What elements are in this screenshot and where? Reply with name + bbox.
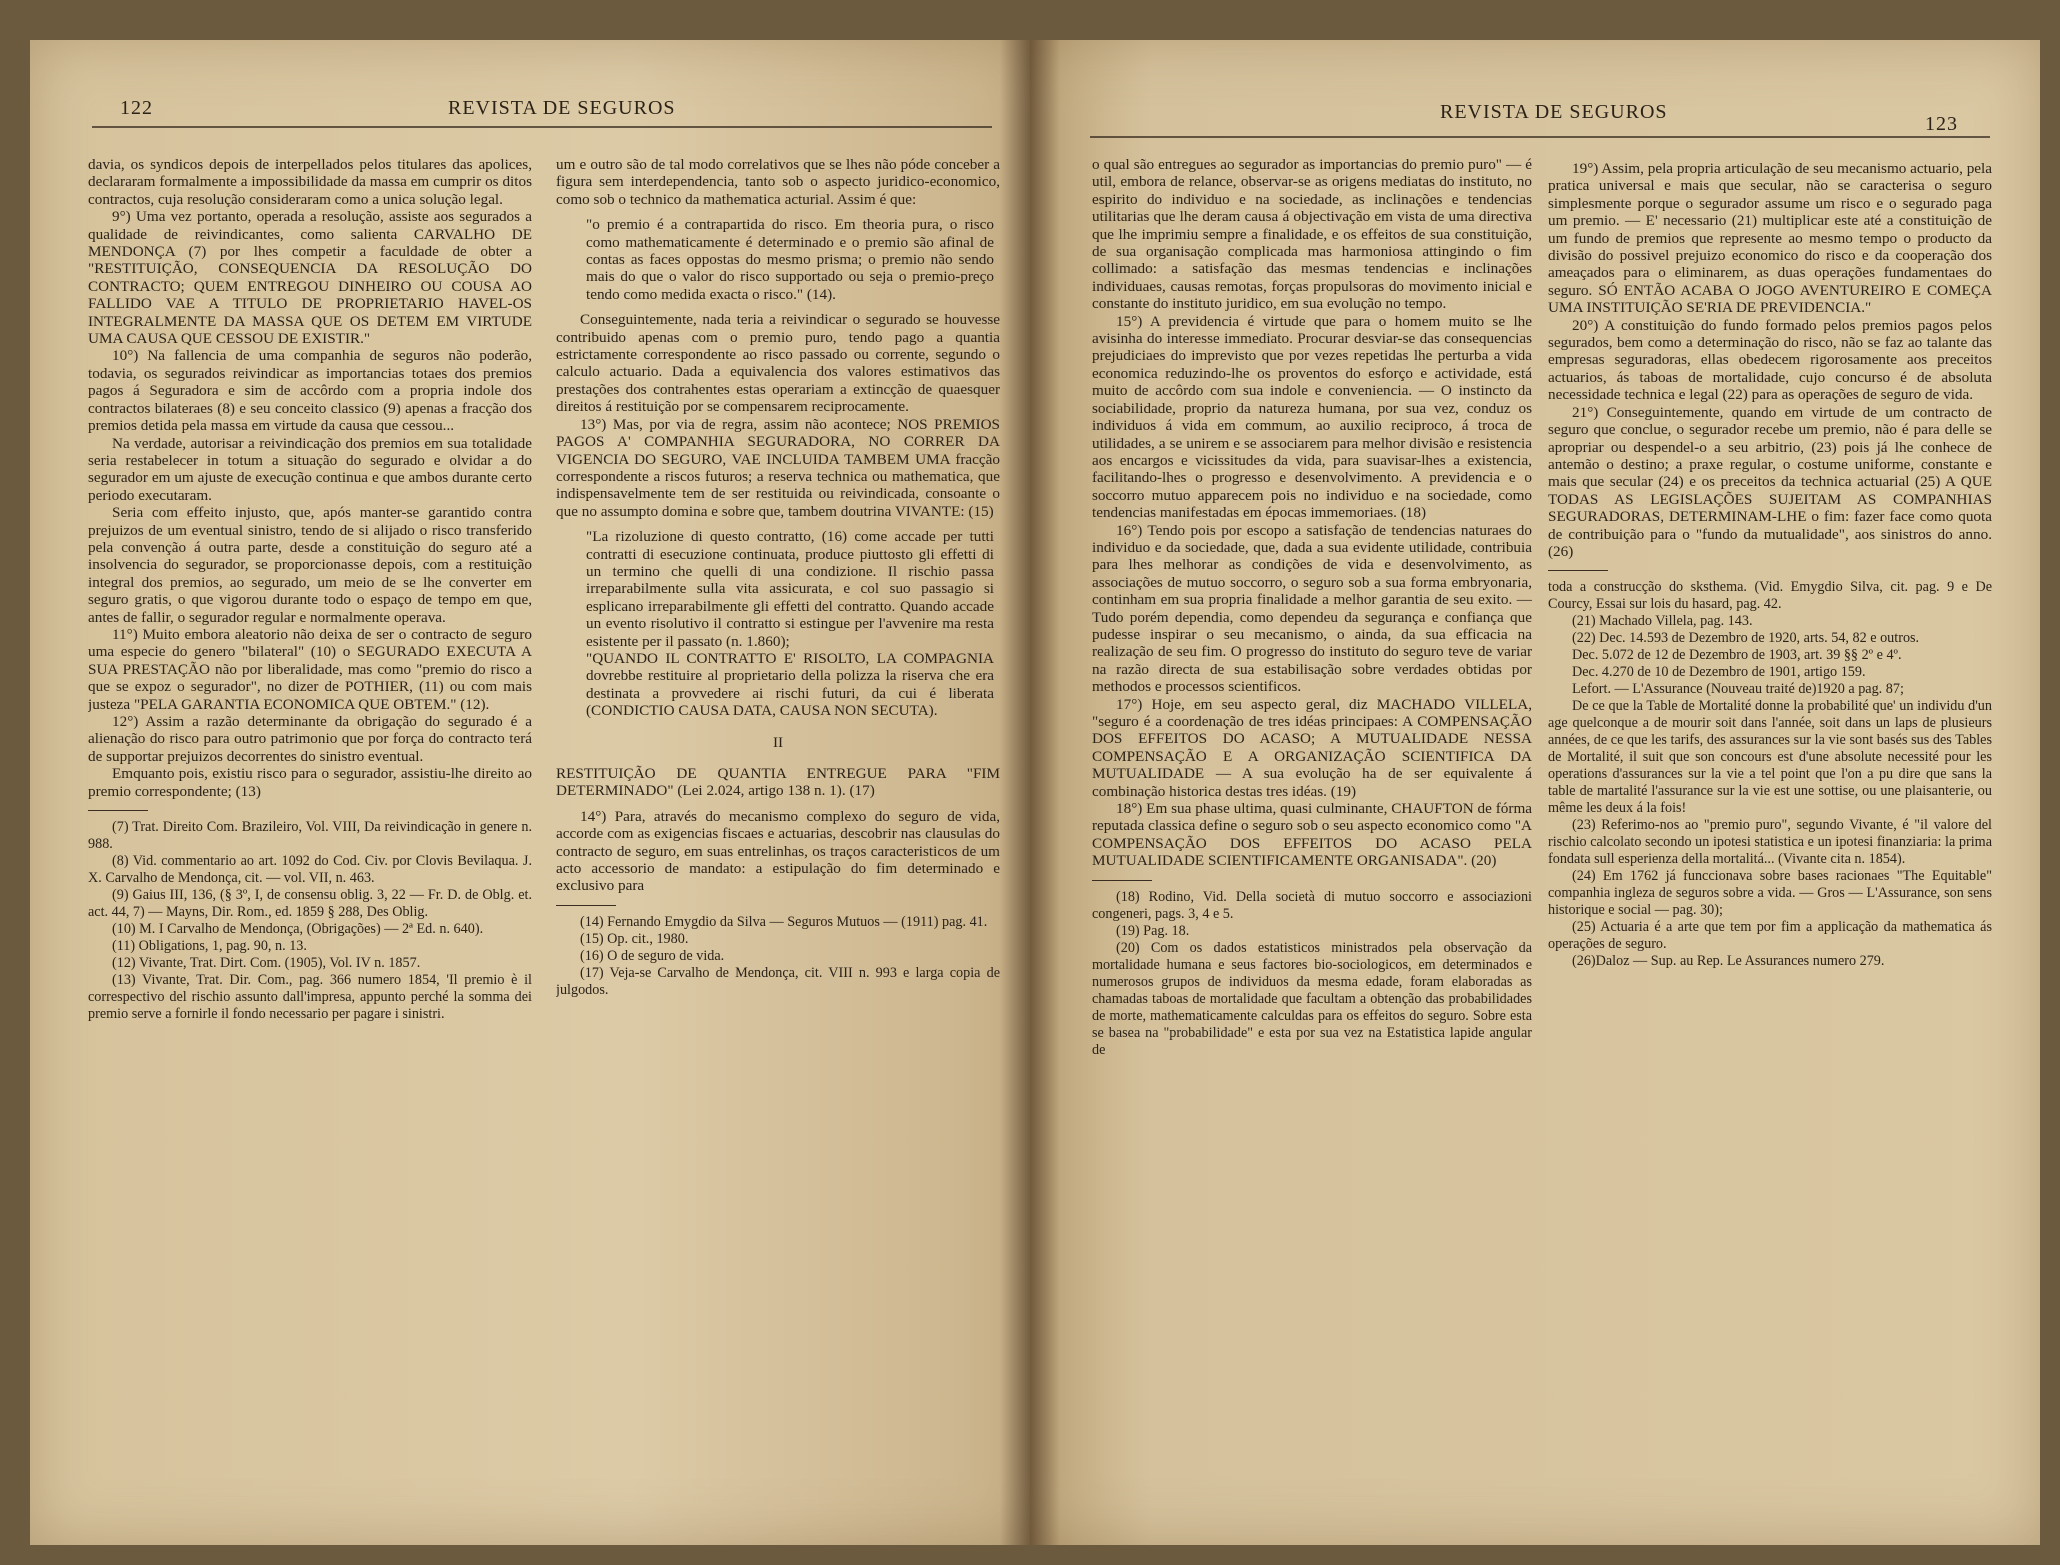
section-heading: RESTITUIÇÃO DE QUANTIA ENTREGUE PARA "FIM DETERMINADO" (Lei 2.024, artigo 138 n. 1). (17): [556, 765, 1000, 800]
block-quote: "QUANDO IL CONTRATTO E' RISOLTO, LA COMPAGNIA dovrebbe restituire al proprietario della polizza la riserva che era destinata a provvedere ai rischi futuri, da cui é liberata (CONDICTIO CAUSA DATA, CAUSA NON SECUTA).: [586, 649, 994, 720]
paragraph: 15°) A previdencia é virtude que para o homem muito se lhe avisinha do interesse immediato. Procurar desviar-se das consequencias prejudiciaes do imprevisto que por vezes repetidas lhe perturba a vida economica reduzindo-lhe os proventos do esforço e actividade, está muito de accôrdo com sua indole e conveniencia. — O instincto da sociabilidade, proprio da natureza humana, por sua vez, conduz os individuos á vida em commum, ao auxilio reciproco, á troca de utilidades, a se unirem e se associarem para melhor divisão e resistencia aos encargos e vicissitudes da vida, para suavisar-lhes a existencia, facilitando-lhes o progresso e desenvolvimento. A previdencia e o soccorro mutuo apparecem pois no individuo e na sociedade, como tendencias manifestadas em épocas immemoriaes. (18): [1092, 312, 1532, 522]
footnote: Lefort. — L'Assurance (Nouveau traité de)1920 a pag. 87;: [1572, 681, 1904, 698]
footnote: (25) Actuaria é a arte que tem por fim a applicação da mathematica ás operações de seguro.: [1548, 919, 1992, 953]
paragraph: davia, os syndicos depois de interpellados pelos titulares das apolices, declararam formalmente a impossibilidade da massa em cumprir os ditos contractos, cuja resolução consideraram como a unica solução legal.: [88, 156, 532, 208]
paragraph: o qual são entregues ao segurador as importancias do premio puro" — é util, embora de relance, observar-se as origens mediatas do instituto, no espirito do individuo e na sociedade, as inclinações e tendencias utilitarias que lhe deram causa á objectivação em vista de uma directiva que lhe imprimiu sempre a finalidade, e os effeitos de sua constituição, de sua organisação complicada mas harmoniosa attingindo o fim collimado: a satisfação das mesmas tendencias e inclinações individuaes, causas remotas, forças propulsoras do movimento inicial e constante do instituto juridico, em sua evolução no tempo.: [1092, 156, 1532, 313]
paragraph: 17°) Hoje, em seu aspecto geral, diz MACHADO VILLELA, "seguro é a coordenação de tres idéas principaes: A COMPENSAÇÃO DOS EFFEITOS DO ACASO; A MUTUALIDADE NESSA COMPENSAÇÃO E A ORGANIZAÇÃO SCIENTIFICA DA MUTUALIDADE — A sua evolução ha de ser equivalente á combinação historica destas tres idéas. (19): [1092, 695, 1532, 800]
footnote: De ce que la Table de Mortalité donne la probabilité que' un individu d'un age quelconque a de mourir soit dans l'année, soit dans un laps de plusieurs années, de ce que les tarifs, des assurances sur la vie sont basés sus des Tables de Mortalité, il suit que son concours est d'une absolute necessité pour les operations d'assurances sur la vie a tel point que l'on a pu dire que sans la table de martalité l'assurance sur la vie est une sottise, ou une plaisanterie, ou même les deux á la fois!: [1548, 698, 1992, 817]
left-page-number: 122: [120, 97, 153, 119]
right-page-number: 123: [1925, 113, 1958, 135]
footnote-rule: [1548, 570, 1608, 571]
footnote-rule: [556, 905, 616, 906]
paragraph: 19°) Assim, pela propria articulação de seu mecanismo actuario, pela pratica universal e mais que secular, não se caracterisa o seguro simplesmente porque o segurador assume um risco e o segurado paga um premio. — E' necessario (21) multiplicar este até a constituição de um fundo de premios que represente ao mesmo tempo o producto da divisão do possivel prejuizo economico do risco e da cooperação dos ameaçados para o eliminarem, as duas operações fundamentaes do seguro. SÓ ENTÃO ACABA O JOGO AVENTUREIRO E COMEÇA UMA INSTITUIÇÃO SE'RIA DE PREVIDENCIA.": [1548, 160, 1992, 317]
footnote: Dec. 4.270 de 10 de Dezembro de 1901, artigo 159.: [1572, 664, 1866, 681]
footnote: (19) Pag. 18.: [1116, 922, 1190, 939]
paragraph: um e outro são de tal modo correlativos que se lhes não póde conceber a figura sem interdependencia, tanto sob o aspecto juridico-economico, como sob o technico da mathematica acturial. Assim é que:: [556, 156, 1000, 208]
footnotes: [1548, 579, 1992, 970]
paragraph: 21°) Conseguintemente, quando em virtude de um contracto de seguro que conclue, o segurador recebe um premio, não é para delle se apropriar ou despendel-o a seu arbitrio, (23) pois já lhe conhece de antemão o destino; a praxe regular, o costume uniforme, constante e mais que secular (24) e os preceitos da technica actuarial (25) A QUE TODAS AS LEGISLAÇÕES SUJEITAM AS COMPANHIAS SEGURADORAS, DETERMINAM-LHE o fim: fazer face como quota de contribuição para o "fundo da mutualidade", aos sinistros do anno. (26): [1548, 403, 1992, 560]
footnote: toda a construcção do sksthema. (Vid. Emygdio Silva, cit. pag. 9 e De Courcy, Essai sur lois du hasard, pag. 42.: [1548, 579, 1992, 613]
paragraph: 20°) A constituição do fundo formado pelos premios pagos pelos segurados, bem como a determinação do risco, não se faz ao talante das empresas seguradoras, ellas obedecem rigorosamente aos preceitos actuarios, ás taboas de mortalidade, cujo concurso é de absoluta necessidade technica e legal (22) para as operações de seguro de vida.: [1548, 316, 1992, 404]
footnote: (23) Referimo-nos ao "premio puro", segundo Vivante, é "il valore del rischio calcolato secondo un ipotesi statistica e un ipotesi finanziaria: la prima fondata sull esperienza della mortalitá... (Vivante cita n. 1854).: [1548, 817, 1992, 868]
footnote: (9) Gaius III, 136, (§ 3º, I, de consensu oblig. 3, 22 — Fr. D. de Oblg. et. act. 44, 7) — Mayns, Dir. Rom., ed. 1859 § 288, Des Oblig.: [88, 887, 532, 921]
paragraph: 18°) Em sua phase ultima, quasi culminante, CHAUFTON de fórma reputada classica define o seguro sob o seu aspecto economico como "A COMPENSAÇÃO DOS EFFEITOS DO ACASO PELA MUTUALIDADE SCIENTIFICAMENTE ORGANISADA". (20): [1092, 800, 1532, 870]
footnote: (24) Em 1762 já funccionava sobre bases racionaes "The Equitable" companhia ingleza de seguros sobre a vida. — Gros — L'Assurance, son sens historique e social — pag. 30);: [1548, 868, 1992, 919]
footnote: (11) Obligations, 1, pag. 90, n. 13.: [112, 938, 307, 955]
footnotes: [1092, 889, 1532, 1059]
footnote: (22) Dec. 14.593 de Dezembro de 1920, arts. 54, 82 e outros.: [1572, 630, 1920, 647]
paragraph: Emquanto pois, existiu risco para o segurador, assistiu-lhe direito ao premio correspondente; (13): [88, 765, 532, 800]
footnote: (15) Op. cit., 1980.: [580, 930, 689, 947]
footnote: (21) Machado Villela, pag. 143.: [1572, 613, 1753, 630]
paragraph: 12°) Assim a razão determinante da obrigação do segurado é a alienação do risco para outro patrimonio que por força do contracto terá de supportar prejuizos decorrentes do sinistro eventual.: [88, 713, 532, 765]
right-page-column-2: [1548, 160, 1992, 1528]
block-quote: "o premio é a contrapartida do risco. Em theoria pura, o risco como mathematicamente é determinado e o premio são afinal de contas as faces oppostas do mesmo prisma; o premio não sendo mais do que o valor do risco supportado ou seja o premio-preço tendo como medida exacta o risco." (14).: [586, 216, 994, 303]
footnote: (10) M. I Carvalho de Mendonça, (Obrigações) — 2ª Ed. n. 640).: [112, 921, 484, 938]
footnote: (17) Veja-se Carvalho de Mendonça, cit. VIII n. 993 e larga copia de julgodos.: [556, 964, 1000, 998]
book-gutter: [1000, 40, 1060, 1545]
left-page-column-1: [88, 156, 532, 1528]
footnote-rule: [88, 810, 148, 811]
left-page-column-2: [556, 156, 1000, 1528]
left-running-head: REVISTA DE SEGUROS: [448, 97, 676, 119]
footnote: Dec. 5.072 de 12 de Dezembro de 1903, art. 39 §§ 2º e 4º.: [1572, 647, 1902, 664]
right-running-head: REVISTA DE SEGUROS: [1440, 101, 1668, 123]
paragraph: 9°) Uma vez portanto, operada a resolução, assiste aos segurados a qualidade de reivindicantes, como salienta CARVALHO DE MENDONÇA (7) por lhes competir a faculdade de obter a "RESTITUIÇÃO, CONSEQUENCIA DA RESOLUÇÃO DO CONTRACTO; QUEM ENTREGOU DINHEIRO OU COUSA AO FALLIDO VAE A TITULO DE PROPRIETARIO HAVEL-OS INTEGRALMENTE DA MASSA QUE OS DETEM EM VIRTUDE UMA CAUSA QUE CESSOU DE EXISTIR.": [88, 208, 532, 348]
footnotes: [88, 819, 532, 1023]
footnote-rule: [1092, 880, 1152, 881]
footnote: (7) Trat. Direito Com. Brazileiro, Vol. VIII, Da reivindicação in genere n. 988.: [88, 819, 532, 853]
footnote: (8) Vid. commentario ao art. 1092 do Cod. Civ. por Clovis Bevilaqua. J. X. Carvalho de Mendonça, cit. — vol. VII, n. 463.: [88, 853, 532, 887]
footnote: (18) Rodino, Vid. Della società di mutuo soccorro e associazioni congeneri, pags. 3, 4 e 5.: [1092, 888, 1532, 922]
left-header-rule: [92, 126, 992, 128]
footnote: (16) O de seguro de vida.: [580, 947, 725, 964]
paragraph: 10°) Na fallencia de uma companhia de seguros não poderão, todavia, os segurados reivindicar as importancias totaes dos premios pagos á Seguradora e sim de accôrdo com a propria indole dos contractos bilateraes (8) e seu conceito classico (9) apenas a fracção dos premios detida pela massa em virtude da causa que cessou...: [88, 347, 532, 435]
paragraph: Conseguintemente, nada teria a reivindicar o segurado se houvesse contribuido apenas com o premio puro, tendo pago a quantia estrictamente correspondente ao risco passado ou corrente, segundo o calculo actuario. Dada a equivalencia dos valores estimativos das prestações dos contrahentes estas operariam a extincção de quaesquer direitos á restituição por se compensarem reciprocamente.: [556, 311, 1000, 416]
right-page-column-1: [1092, 156, 1532, 1528]
footnotes: [556, 914, 1000, 999]
paragraph: Na verdade, autorisar a reivindicação dos premios em sua totalidade seria restabelecer in totum a situação do segurado e olvidar a do segurador em um ajuste de execução continua e que ambos durante certo periodo executaram.: [88, 434, 532, 504]
section-number: II: [772, 733, 784, 751]
paragraph: Seria com effeito injusto, que, após manter-se garantido contra prejuizos de um eventual sinistro, tendo de si alijado o risco transferido pela convenção á outra parte, desde a constituição do seguro até a insolvencia do segurador, se proporcionasse depois, com a restituição integral dos premios, ao segurado, um meio de se lhe converter em seguro gratis, o que vigorou durante todo o espaço de tempo em que, antes de fallir, o segurador regular e normalmente operava.: [88, 504, 532, 626]
footnote: (26)Daloz — Sup. au Rep. Le Assurances numero 279.: [1572, 953, 1885, 970]
paragraph: 14°) Para, através do mecanismo complexo do seguro de vida, accorde com as exigencias fiscaes e actuarias, descobrir nas clausulas do contracto de seguro, em suas entrelinhas, os traços caracteristicos de um acto accessorio de mandato: a estipulação do fim determinado e exclusivo para: [556, 807, 1000, 895]
paragraph: 16°) Tendo pois por escopo a satisfação de tendencias naturaes do individuo e da sociedade, que, dada a sua evidente utilidade, contribuia para lhes melhorar as condições de vida e desenvolvimento, as associações de mutuo soccorro, o seguro sob a sua forma embryonaria, continham em sua propria finalidade a melhor garantia de seu exito. — Tudo porém dependia, como dependeu da segurança e confiança que pudesse inspirar o seu mecanismo, o ainda, da sua efficacia na realização de seu fim. O progresso do instituto do seguro teve de variar na razão directa de sua estabilisação sobre verdades obtidas por methodos e processos scientificos.: [1092, 521, 1532, 696]
right-header-rule: [1090, 136, 1990, 138]
paragraph: 11°) Muito embora aleatorio não deixa de ser o contracto de seguro uma especie do genero "bilateral" (10) o SEGURADO EXECUTA A SUA PRESTAÇÃO não por liberalidade, mas como "premio do risco a que se expoz o segurador", no dizer de POTHIER, (11) ou com mais justeza "PELA GARANTIA ECONOMICA QUE OBTEM." (12).: [88, 625, 532, 713]
block-quote: "La rizoluzione di questo contratto, (16) come accade per tutti contratti di esecuzione continuata, produce piuttosto gli effetti di un termino che quelli di una condizione. Il rischio passa irreparabilmente sulla vita assicurata, e col suo passagio si esplicano irreparabilmente gli effetti del contratto. Quando accade un evento risolutivo il contratto si estingue per l'avvenire ma resta esistente per il passato (n. 1.860);: [586, 528, 994, 650]
footnote: (13) Vivante, Trat. Dir. Com., pag. 366 numero 1854, 'Il premio è il correspectivo del rischio assunto dall'impresa, appunto perché la somma dei premio serve a fornirle il fondo necessario per pagare i sinistri.: [88, 972, 532, 1023]
footnote: (12) Vivante, Trat. Dirt. Com. (1905), Vol. IV n. 1857.: [112, 955, 421, 972]
footnote: (20) Com os dados estatisticos ministrados pela observação da mortalidade humana e seus factores bio-sociologicos, em determinados e numerosos grupos de individuos da mesma edade, foram elaboradas as chamadas taboas de mortalidade que facultam a obtenção das probabilidades de morte, mathematicamente calculdas para os effeitos do seguro. Sobre esta se basea na "probabilidade" e esta por sua vez na Estatistica lapide angular de: [1092, 939, 1532, 1058]
paragraph: 13°) Mas, por via de regra, assim não acontece; NOS PREMIOS PAGOS A' COMPANHIA SEGURADORA, NO CORRER DA VIGENCIA DO SEGURO, VAE INCLUIDA TAMBEM UMA fracção correspondente a riscos futuros; a reserva technica ou mathematica, que indispensavelmente tem de ser restituida ou reivindicada, consoante o que no assumpto domina e sobre que, tambem doutrina VIVANTE: (15): [556, 415, 1000, 520]
footnote: (14) Fernando Emygdio da Silva — Seguros Mutuos — (1911) pag. 41.: [580, 913, 988, 930]
